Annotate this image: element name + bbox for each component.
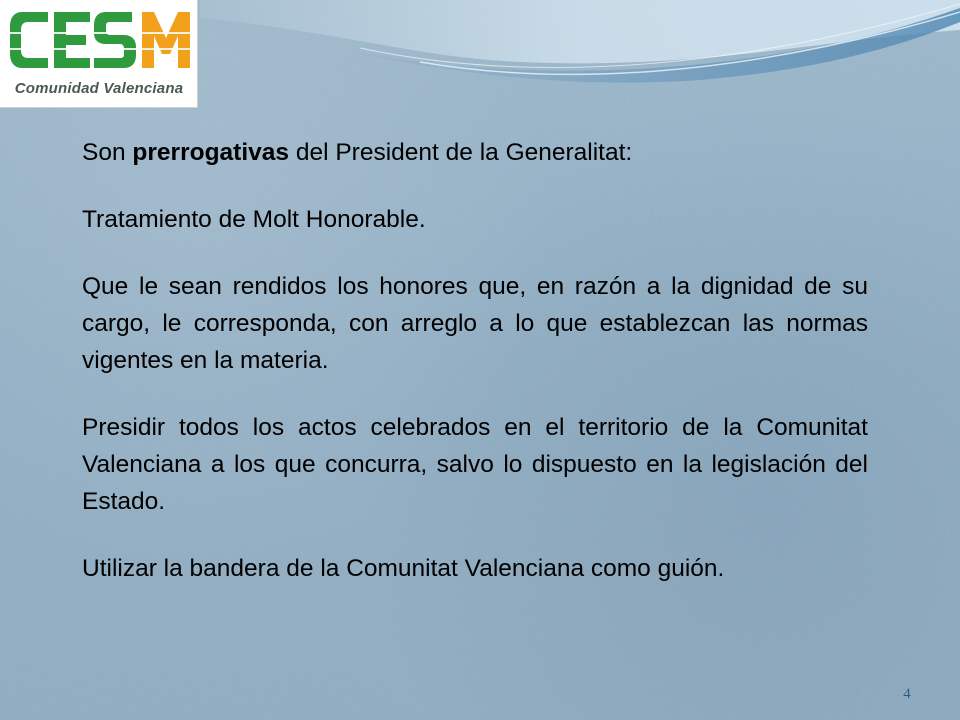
cesm-logo-icon <box>6 4 194 76</box>
prerogative-item-4: Utilizar la bandera de la Comunitat Valenciana como guión. <box>82 555 725 582</box>
prerogative-item-3: Presidir todos los actos celebrados en el territorio de la Comunitat Valenciana a los que concurra, salvo lo dispuesto en la legislación del Estado. <box>82 414 868 515</box>
intro-text-after: del President de la Generalitat: <box>289 139 633 166</box>
intro-paragraph <box>82 134 868 171</box>
slide-content <box>82 134 868 587</box>
page-number: 4 <box>903 686 911 702</box>
prerogative-item-2: Que le sean rendidos los honores que, en razón a la dignidad de su cargo, le corresponda, con arreglo a lo que establezcan las normas vigentes en la materia. <box>82 273 868 374</box>
cesm-logo <box>0 0 198 108</box>
intro-text-before: Son <box>82 139 133 166</box>
logo-subtitle: Comunidad Valenciana <box>14 80 184 97</box>
prerogative-item-1: Tratamiento de Molt Honorable. <box>82 206 426 233</box>
intro-bold-keyword: prerrogativas <box>132 139 290 166</box>
